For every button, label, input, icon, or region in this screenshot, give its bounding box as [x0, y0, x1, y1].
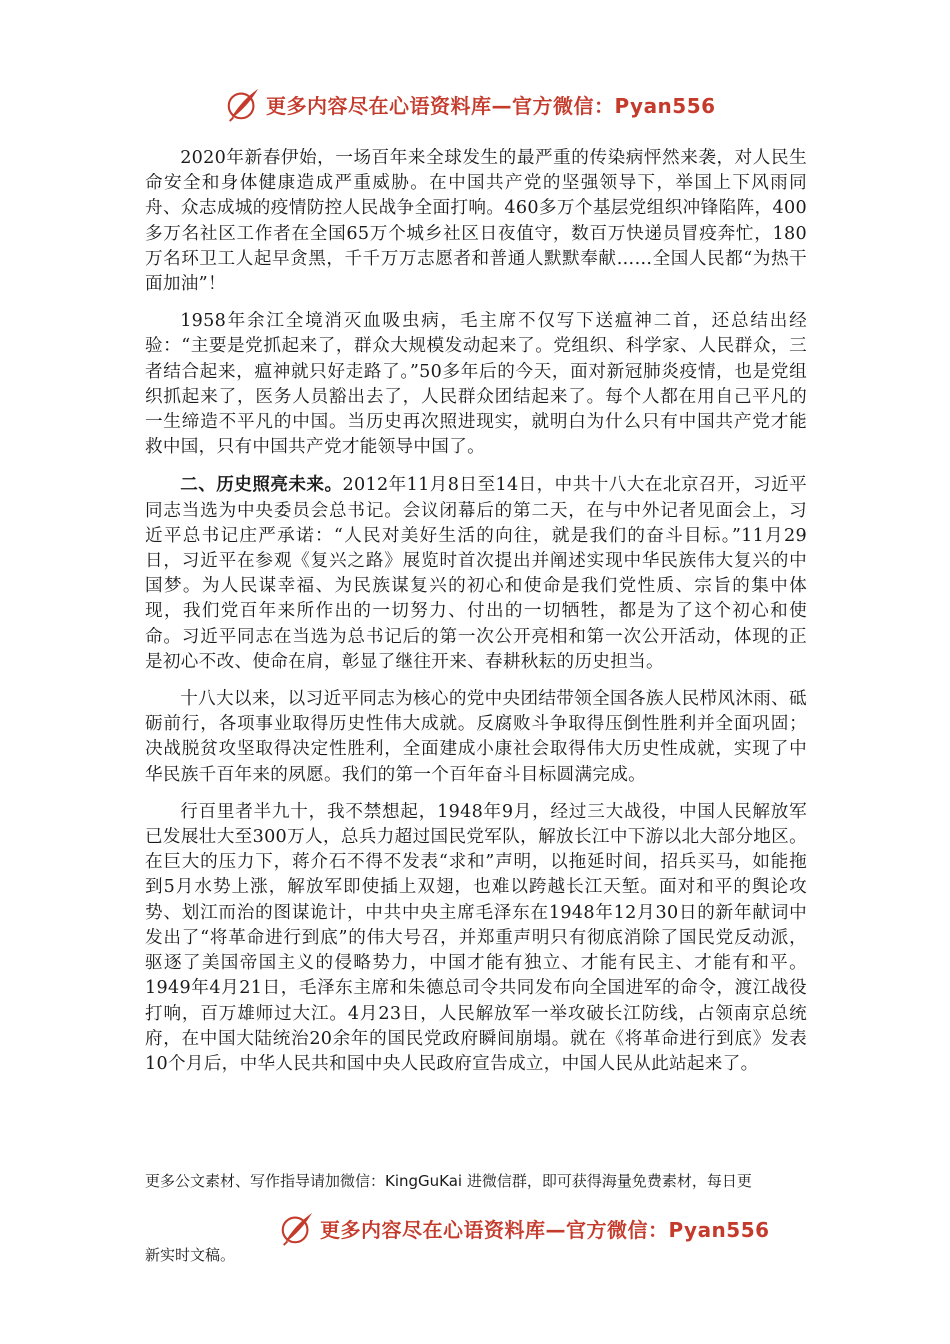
paragraph: 1958年余江全境消灭血吸虫病，毛主席不仅写下送瘟神二首，还总结出经验：“主要是党抓起来了，群众大规模发动起来了。党组织、科学家、人民群众，三者结合起来，瘟神就只好走路了。”50多年后的今天，面对新冠肺炎疫情，也是党组织抓起来了，医务人员豁出去了，人民群众团结起来了。每个人都在用自己平凡的一生缔造不平凡的中国。当历史再次照进现实，就明白为什么只有中国共产党才能救中国，只有中国共产党才能领导中国了。 — [145, 311, 807, 458]
paragraph: 二、历史照亮未来。2012年11月8日至14日，中共十八大在北京召开，习近平同志当选为中央委员会总书记。会议闭幕后的第二天，在与中外记者见面会上，习近平总书记庄严承诺：“人民对美好生活的向往，就是我们的奋斗目标。”11月29日，习近平在参观《复兴之路》展览时首次提出并阐述实现中华民族伟大复兴的中国梦。为人民谋幸福、为民族谋复兴的初心和使命是我们党性质、宗旨的集中体现，我们党百年来所作出的一切努力、付出的一切牺牲，都是为了这个初心和使命。习近平同志在当选为总书记后的第一次公开亮相和第一次公开活动，体现的正是初心不改、使命在肩，彰显了继往开来、春耕秋耘的历史担当。 — [145, 474, 807, 672]
quill-pen-logo-icon — [278, 1209, 316, 1247]
footer-note: 更多公文素材、写作指导请加微信：KingGuKai 进微信群，即可获得海量免费素材，每日更 — [145, 1172, 752, 1190]
quill-pen-logo-icon — [224, 85, 262, 123]
footer-watermark-banner — [278, 1208, 770, 1248]
header-watermark-banner — [224, 84, 716, 124]
footer-note-continued: 新实时文稿。 — [145, 1246, 236, 1264]
section-heading: 二、历史照亮未来。 — [180, 474, 343, 496]
paragraph: 十八大以来，以习近平同志为核心的党中央团结带领全国各族人民栉风沐雨、砥砺前行，各项事业取得历史性伟大成就。反腐败斗争取得压倒性胜利并全面巩固；决战脱贫攻坚取得决定性胜利，全面建成小康社会取得伟大历史性成就，实现了中华民族千百年来的夙愿。我们的第一个百年奋斗目标圆满完成。 — [145, 689, 807, 785]
banner-text: 更多内容尽在心语资料库—官方微信：Pyan556 — [320, 1217, 770, 1242]
article-body — [145, 146, 807, 1089]
banner-text: 更多内容尽在心语资料库—官方微信：Pyan556 — [266, 93, 716, 118]
paragraph: 行百里者半九十，我不禁想起，1948年9月，经过三大战役，中国人民解放军已发展壮大至300万人，总兵力超过国民党军队，解放长江中下游以北大部分地区。在巨大的压力下，蒋介石不得不发表“求和”声明，以拖延时间，招兵买马，如能拖到5月水势上涨，解放军即使插上双翅，也难以跨越长江天堑。面对和平的舆论攻势、划江而治的图谋诡计，中共中央主席毛泽东在1948年12月30日的新年献词中发出了“将革命进行到底”的伟大号召，并郑重声明只有彻底消除了国民党反动派，驱逐了美国帝国主义的侵略势力，中国才能有独立、才能有民主、才能有和平。1949年4月21日，毛泽东主席和朱德总司令共同发布向全国进军的命令，渡江战役打响，百万雄师过大江。4月23日，人民解放军一举攻破长江防线，占领南京总统府，在中国大陆统治20余年的国民党政府瞬间崩塌。就在《将革命进行到底》发表10个月后，中华人民共和国中央人民政府宣告成立，中国人民从此站起来了。 — [145, 801, 807, 1074]
paragraph: 2020年新春伊始，一场百年来全球发生的最严重的传染病怦然来袭，对人民生命安全和身体健康造成严重威胁。在中国共产党的坚强领导下，举国上下风雨同舟、众志成城的疫情防控人民战争全面打响。460多万个基层党组织冲锋陷阵，400多万名社区工作者在全国65万个城乡社区日夜值守，数百万快递员冒疫奔忙，180万名环卫工人起早贪黑，千千万万志愿者和普通人默默奉献……全国人民都“为热干面加油”！ — [145, 148, 807, 295]
